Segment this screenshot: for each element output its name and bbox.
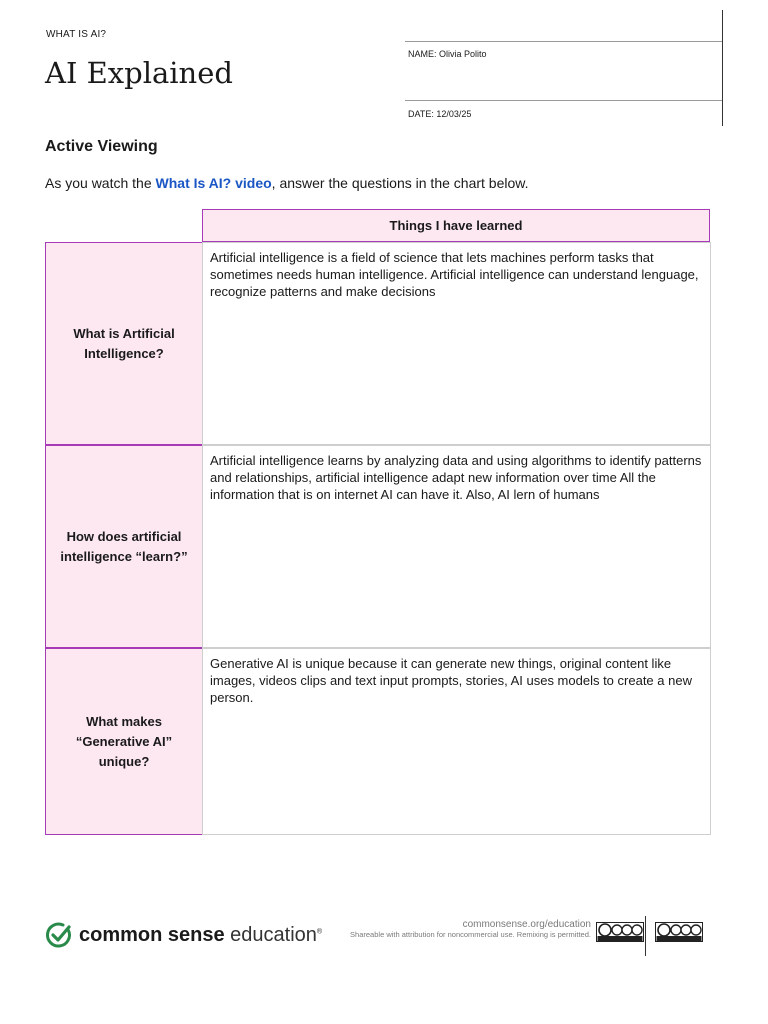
brand-logo [45,921,322,949]
video-link[interactable]: What Is AI? video [155,175,272,191]
instruction-suffix: , answer the questions in the chart below. [271,175,529,191]
page-title: AI Explained [45,56,233,90]
chart-row [45,445,711,648]
question-cell: What is Artificial Intelligence? [45,242,203,445]
eyebrow-label: WHAT IS AI? [46,29,107,40]
instruction-prefix: As you watch the [45,175,156,191]
answer-cell[interactable]: Generative AI is unique because it can generate new things, original content like images, videos clips and text input prompts, stories, AI uses models to create a new person. [202,648,711,835]
name-line [405,41,723,42]
footer-credit [341,919,591,940]
chart-row [45,242,711,445]
brand-bold: common sense [79,923,225,946]
column-header: Things I have learned [202,209,710,242]
instruction-text [45,175,529,191]
cc-license-badge-icon [596,922,644,942]
footer-url[interactable]: commonsense.org/education [462,919,591,930]
date-field[interactable]: DATE: 12/03/25 [408,109,472,119]
brand-light: education [224,923,317,946]
checkmark-circle-icon [45,921,73,949]
answer-cell[interactable]: Artificial intelligence learns by analyzing data and using algorithms to identify patterns and relationships, artificial intelligence adapt new information over time All the information that is on internet AI can have it. Also, AI lern of humans [202,445,711,648]
date-line [405,100,723,101]
name-field[interactable]: NAME: Olivia Polito [408,49,487,59]
chart-row [45,648,711,835]
footer-divider [645,916,646,956]
cc-license-badge-icon [655,922,703,942]
student-info-block [405,10,723,126]
answer-cell[interactable]: Artificial intelligence is a field of science that lets machines perform tasks that sometimes needs human intelligence. Artificial intelligence can understand lenguage, recognize patterns and make decisions [202,242,711,445]
info-divider [722,10,723,126]
question-cell: How does artificial intelligence “learn?” [45,445,203,648]
brand-wordmark [79,924,322,947]
license-note: Shareable with attribution for noncommercial use. Remixing is permitted. [350,930,591,939]
section-heading: Active Viewing [45,138,158,155]
question-cell: What makes “Generative AI” unique? [45,648,203,835]
brand-mark: ® [316,927,323,935]
